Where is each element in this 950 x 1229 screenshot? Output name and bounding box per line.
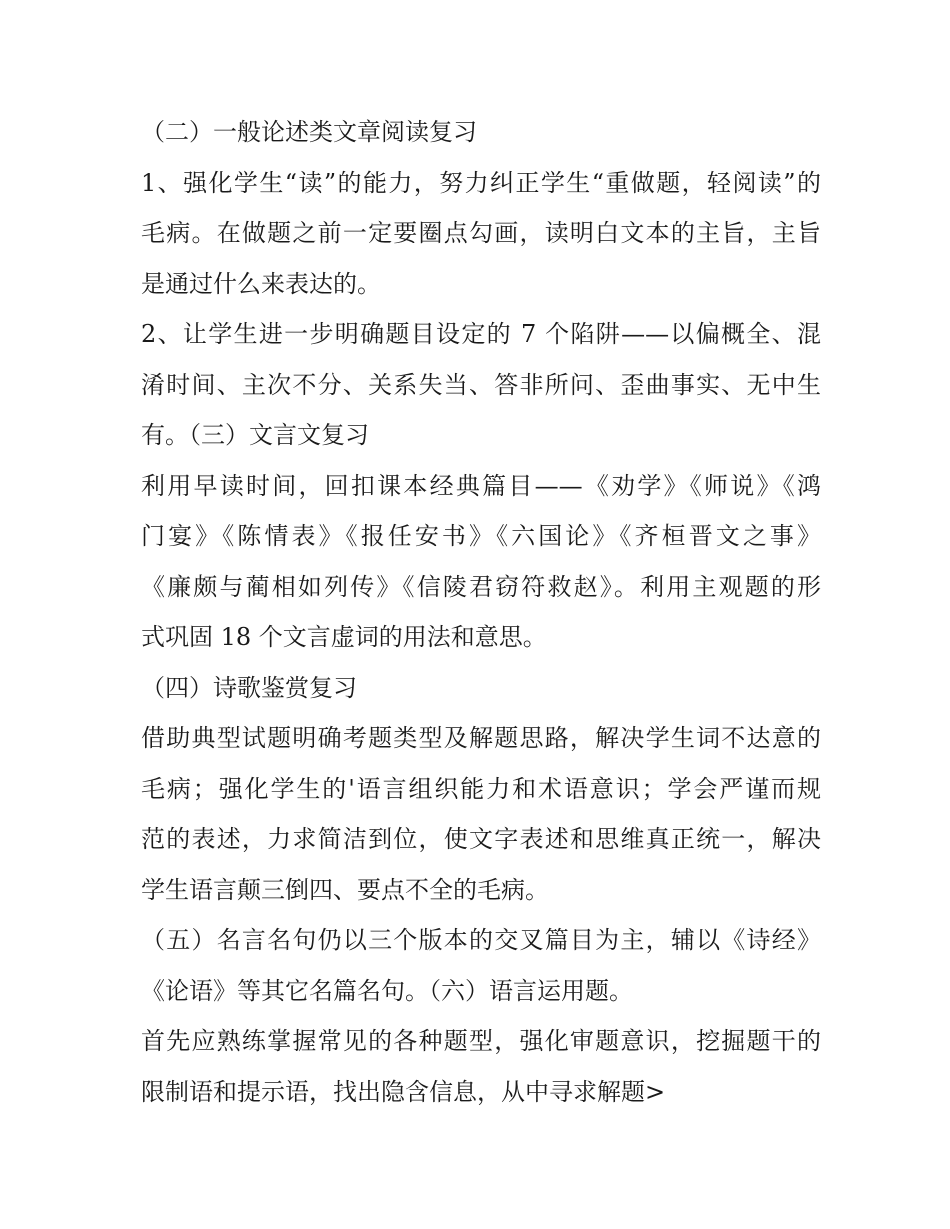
section-heading-2: （二）一般论述类文章阅读复习	[141, 118, 477, 146]
document-body	[141, 107, 821, 1117]
paragraph-line: 范的表述，力求简洁到位，使文字表述和思维真正统一，解决	[141, 825, 821, 853]
section-heading-4: （四）诗歌鉴赏复习	[141, 673, 357, 702]
paragraph-line: 是通过什么来表达的。	[141, 269, 381, 298]
paragraph-line: 淆时间、主次不分、关系失当、答非所问、歪曲事实、无中生	[141, 370, 821, 399]
paragraph-line: 首先应熟练掌握常见的各种题型，强化审题意识，挖掘题干的	[141, 1027, 821, 1055]
paragraph-line: 式巩固 18 个文言虚词的用法和意思。	[141, 623, 547, 651]
paragraph-line: 《论语》等其它名篇名句。（六）语言运用题。	[141, 976, 633, 1005]
paragraph-line: 门宴》《陈情表》《报任安书》《六国论》《齐桓晋文之事》	[141, 522, 821, 550]
paragraph-line: 《廉颇与蔺相如列传》《信陵君窃符救赵》。利用主观题的形	[141, 572, 821, 601]
paragraph-line: 2、让学生进一步明确题目设定的 7 个陷阱——以偏概全、混	[141, 320, 821, 348]
paragraph-line: 毛病。在做题之前一定要圈点勾画，读明白文本的主旨，主旨	[141, 219, 821, 247]
paragraph-line: （五）名言名句仍以三个版本的交叉篇目为主，辅以《诗经》	[141, 926, 821, 954]
paragraph-line: 学生语言颠三倒四、要点不全的毛病。	[141, 875, 549, 904]
paragraph-line: 1、强化学生“读”的能力，努力纠正学生“重做题，轻阅读”的	[141, 168, 821, 197]
paragraph-line: 限制语和提示语，找出隐含信息，从中寻求解题>	[141, 1077, 666, 1106]
paragraph-line: 利用早读时间，回扣课本经典篇目——《劝学》《师说》《鸿	[141, 471, 821, 500]
paragraph-line: 有。（三）文言文复习	[141, 421, 369, 449]
paragraph-line: 毛病；强化学生的'语言组织能力和术语意识；学会严谨而规	[141, 774, 821, 803]
paragraph-line: 借助典型试题明确考题类型及解题思路，解决学生词不达意的	[141, 724, 821, 752]
